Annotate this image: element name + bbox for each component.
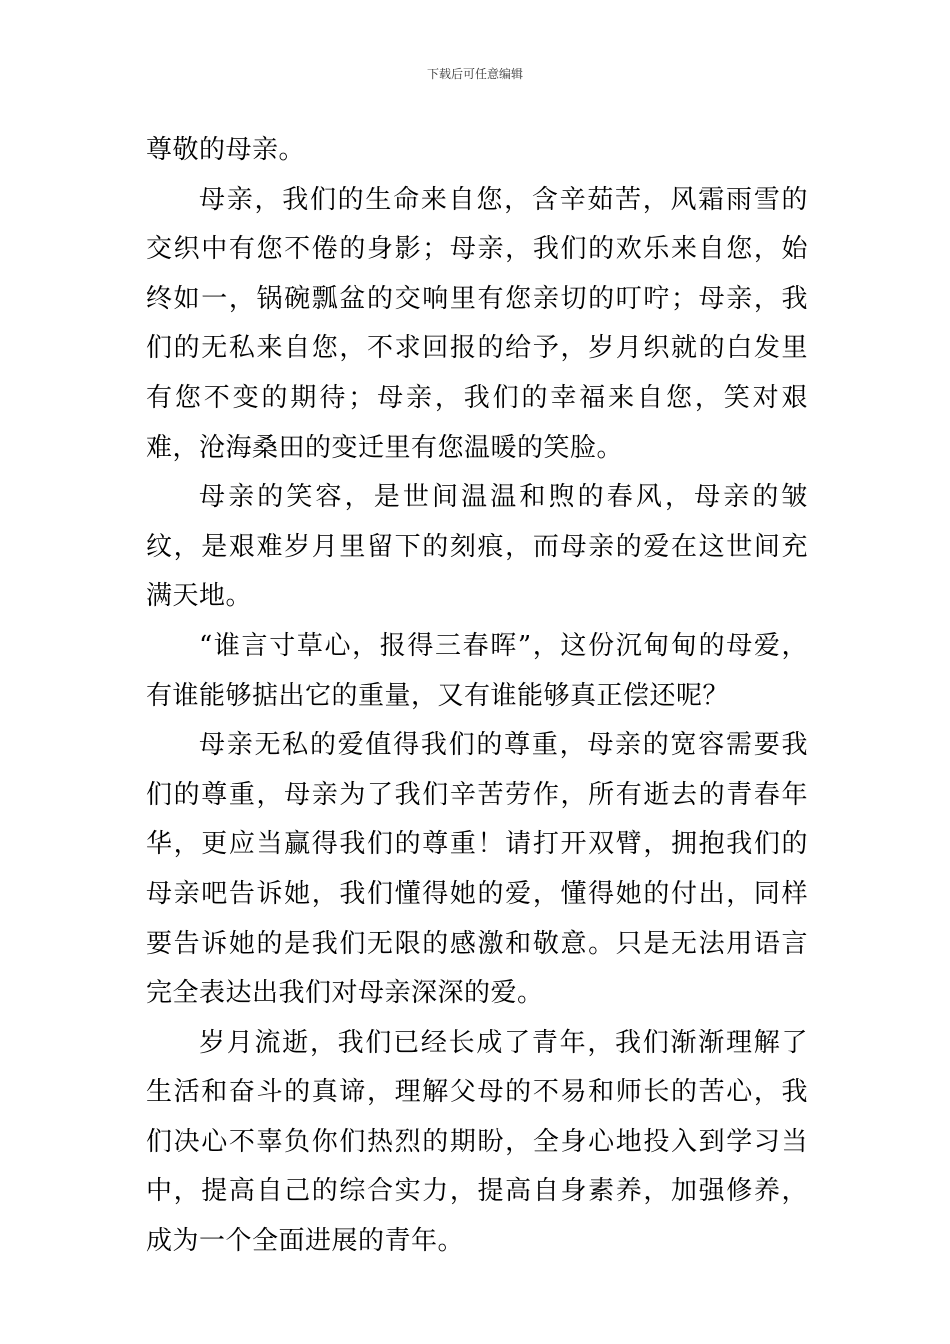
paragraph-1: 尊敬的母亲。 bbox=[146, 135, 306, 165]
paragraph-5: 母亲无私的爱值得我们的尊重，母亲的宽容需要我们的尊重，母亲为了我们辛苦劳作，所有逝去的青春年华，更应当赢得我们的尊重！请打开双臂，拥抱我们的母亲吧告诉她，我们懂得她的爱，懂得她的付出，同样要告诉她的是我们无限的感激和敬意。只是无法用语言完全表达出我们对母亲深深的爱。 bbox=[146, 730, 808, 1009]
paragraph-3: 母亲的笑容，是世间温温和煦的春风，母亲的皱纹，是艰难岁月里留下的刻痕，而母亲的爱在这世间充满天地。 bbox=[146, 482, 808, 612]
paragraph-2: 母亲，我们的生命来自您，含辛茹苦，风霜雨雪的交织中有您不倦的身影；母亲，我们的欢乐来自您，始终如一，锅碗瓢盆的交响里有您亲切的叮咛；母亲，我们的无私来自您，不求回报的给予，岁月织就的白发里有您不变的期待；母亲，我们的幸福来自您，笑对艰难，沧海桑田的变迁里有您温暖的笑脸。 bbox=[146, 184, 808, 463]
page-header: 下载后可任意编辑 bbox=[426, 67, 523, 81]
document-body bbox=[146, 126, 808, 1267]
paragraph-4: “谁言寸草心，报得三春晖”，这份沉甸甸的母爱，有谁能够掂出它的重量，又有谁能够真正偿还呢？ bbox=[146, 630, 808, 711]
paragraph-6: 岁月流逝，我们已经长成了青年，我们渐渐理解了生活和奋斗的真谛，理解父母的不易和师长的苦心，我们决心不辜负你们热烈的期盼，全身心地投入到学习当中，提高自己的综合实力，提高自身素养，加强修养，成为一个全面进展的青年。 bbox=[146, 1027, 808, 1257]
